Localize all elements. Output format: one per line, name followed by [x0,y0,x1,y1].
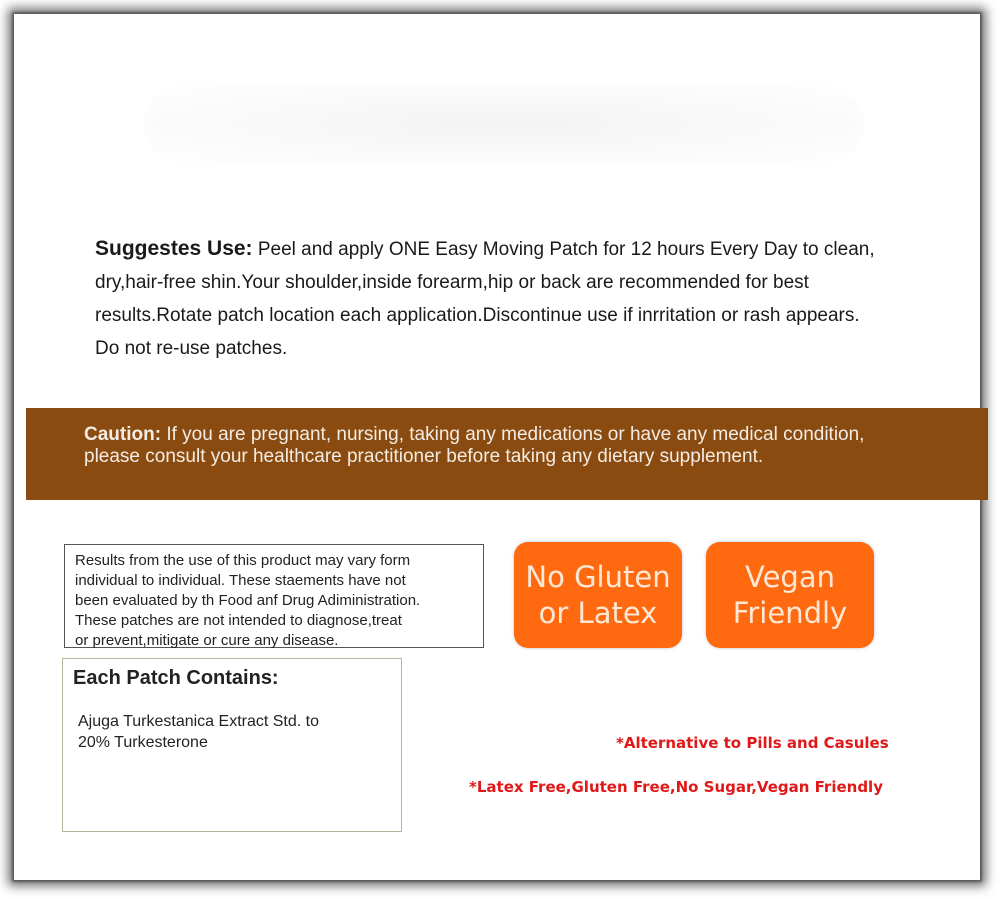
vegan-friendly-badge [706,542,874,648]
usage-line-4: Do not re-use patches. [95,338,288,359]
caution-line-2: please consult your healthcare practitioner before taking any dietary supplement. [84,446,764,467]
ingredient-line-1: Ajuga Turkestanica Extract Std. to [78,713,320,730]
suggested-use-section [95,232,975,365]
badge-line-2: or Latex [538,596,658,630]
disclaimer-line: Results from the use of this product may vary form [75,552,411,569]
disclaimer-box [64,544,484,648]
disclaimer-line: individual to individual. These staements have not [75,572,406,589]
no-gluten-badge [514,542,682,648]
alternative-note: *Alternative to Pills and Casules [616,734,889,752]
badge-line-1: No Gluten [525,560,671,594]
disclaimer-line: These patches are not intended to diagnose,treat [75,612,402,629]
caution-line-1 [84,424,974,446]
blurred-header-area [144,84,864,164]
caution-heading: Caution: [84,424,162,445]
caution-banner [26,408,988,500]
label-panel [14,14,980,880]
disclaimer-line: or prevent,mitigate or cure any disease. [75,632,339,649]
usage-text-1: Peel and apply ONE Easy Moving Patch for 12 hours Every Day to clean, [257,239,875,260]
free-of-note: *Latex Free,Gluten Free,No Sugar,Vegan Friendly [469,778,883,796]
badge-line-2: Friendly [732,596,848,630]
badge-line-1: Vegan [745,560,835,594]
usage-heading: Suggestes Use: [95,237,253,260]
caution-text [84,424,974,468]
ingredient-line-2: 20% Turkesterone [78,734,208,751]
ingredient-item [78,711,378,753]
usage-line-3: results.Rotate patch location each application.Discontinue use if inrritation or rash appears. [95,305,860,326]
caution-text-1: If you are pregnant, nursing, taking any medications or have any medical condition, [166,424,865,445]
disclaimer-line: been evaluated by th Food anf Drug Adiministration. [75,592,421,609]
usage-line-2: dry,hair-free shin.Your shoulder,inside forearm,hip or back are recommended for best [95,272,809,293]
usage-line-1 [95,232,975,266]
ingredients-box [62,658,402,832]
ingredients-title: Each Patch Contains: [73,667,279,689]
